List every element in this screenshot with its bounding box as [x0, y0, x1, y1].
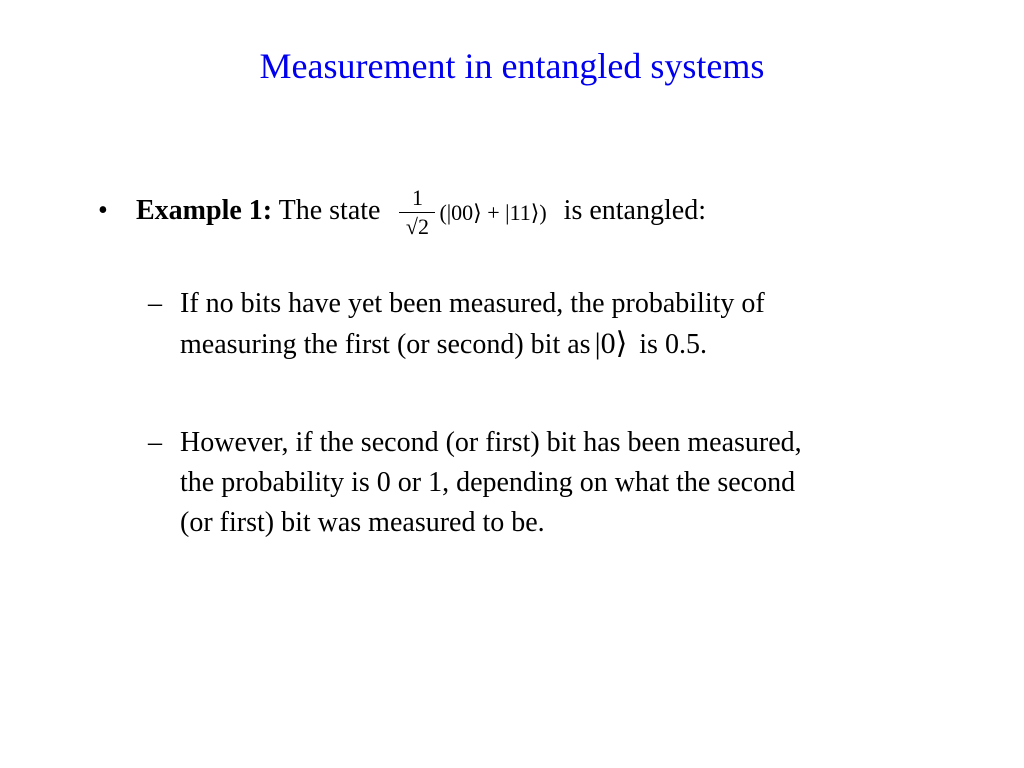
entangled-text: is entangled: [563, 194, 706, 226]
subitem-1-line-2-text: measuring the first (or second) bit as [180, 329, 591, 360]
subitem-1-line-2 [180, 324, 765, 365]
subitem-2 [148, 423, 802, 543]
fraction [399, 186, 435, 239]
fraction-numerator: 1 [411, 185, 423, 210]
ket-expression: (|00⟩ + |11⟩) [439, 199, 547, 225]
slide-title: Measurement in entangled systems [259, 46, 765, 86]
state-formula [399, 186, 546, 239]
bullet-marker: • [98, 194, 108, 226]
subitem-dash: – [148, 427, 162, 458]
subitem-dash: – [148, 288, 162, 319]
subitem-1 [148, 284, 765, 365]
subitem-2-line-1: However, if the second (or first) bit has been measured, [180, 427, 802, 458]
fraction-denominator: √2 [405, 214, 429, 239]
example-label: Example 1: [136, 194, 273, 226]
subitem-1-line-1: If no bits have yet been measured, the probability of [180, 288, 765, 319]
bullet-example-1 [98, 186, 706, 239]
ket-zero: |0⟩ [594, 327, 628, 360]
state-text: The state [278, 194, 381, 226]
subitem-2-line-2: the probability is 0 or 1, depending on what the second [180, 467, 796, 498]
fraction-bar [399, 212, 435, 213]
subitem-1-line-2-end: is 0.5. [639, 329, 707, 360]
subitem-2-line-3: (or first) bit was measured to be. [180, 507, 545, 538]
